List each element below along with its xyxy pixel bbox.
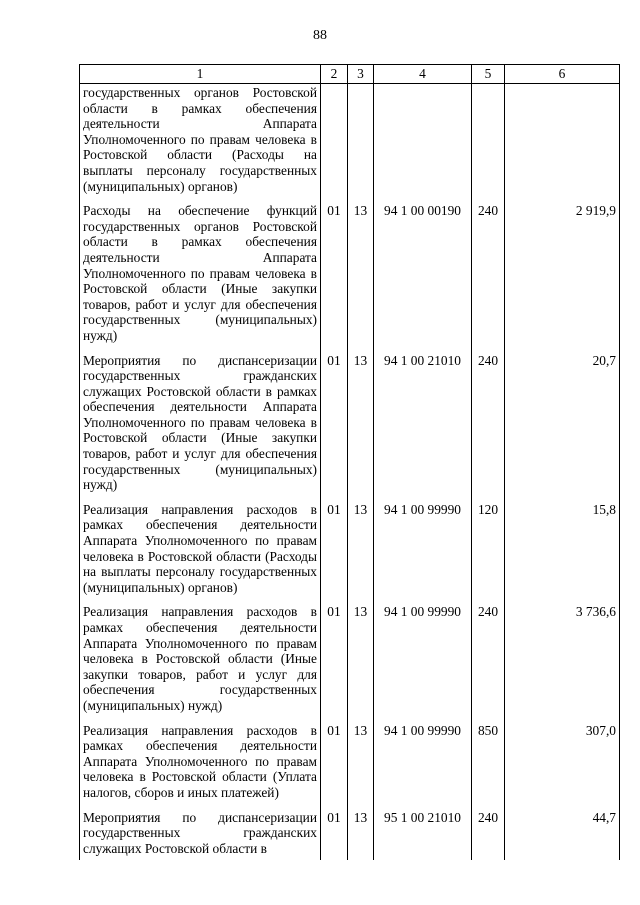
row-expense-type: 240 [472,348,505,497]
row-description: Реализация направления расходов в рамках обеспечения деятельности Аппарата Уполномоченного по правам человека в Ростовской области (Расходы на выплаты персоналу государственных (муниципальных) органов) [80,497,321,600]
row-description: государственных органов Ростовской области в рамках обеспечения деятельности Аппарата Уполномоченного по правам человека в Ростовской области (Расходы на выплаты персоналу государственных (муниципальных) органов) [80,84,321,199]
header-row [80,65,620,84]
row-description: Реализация направления расходов в рамках обеспечения деятельности Аппарата Уполномоченного по правам человека в Ростовской области (Иные закупки товаров, работ и услуг для обеспечения государственных (муниципальных) нужд) [80,599,321,717]
column-header-6: 6 [505,65,620,84]
row-section: 01 [321,805,348,861]
column-header-4: 4 [374,65,472,84]
column-header-1: 1 [80,65,321,84]
row-subsection: 13 [348,497,374,600]
row-amount: 20,7 [505,348,620,497]
row-description: Мероприятия по диспансеризации государственных гражданских служащих Ростовской области в [80,805,321,861]
row-target-code: 94 1 00 00190 [374,198,472,347]
table-row [80,497,620,600]
row-target-code: 94 1 00 21010 [374,348,472,497]
row-description: Реализация направления расходов в рамках обеспечения деятельности Аппарата Уполномоченного по правам человека в Ростовской области (Уплата налогов, сборов и иных платежей) [80,718,321,805]
row-amount: 44,7 [505,805,620,861]
row-subsection [348,84,374,199]
table-row [80,198,620,347]
row-subsection: 13 [348,198,374,347]
table-row [80,348,620,497]
row-subsection: 13 [348,348,374,497]
row-description: Расходы на обеспечение функций государственных органов Ростовской области в рамках обеспечения деятельности Аппарата Уполномоченного по правам человека в Ростовской области (Иные закупки товаров, работ и услуг для обеспечения государственных (муниципальных) нужд) [80,198,321,347]
row-section [321,84,348,199]
row-expense-type [472,84,505,199]
row-description: Мероприятия по диспансеризации государственных гражданских служащих Ростовской области в рамках обеспечения деятельности Аппарата Уполномоченного по правам человека в Ростовской области (Иные закупки товаров, работ и услуг для обеспечения государственных (муниципальных) нужд) [80,348,321,497]
row-amount [505,84,620,199]
row-amount: 2 919,9 [505,198,620,347]
row-target-code: 94 1 00 99990 [374,599,472,717]
column-header-5: 5 [472,65,505,84]
column-header-2: 2 [321,65,348,84]
page-number: 88 [313,28,327,43]
row-target-code: 94 1 00 99990 [374,497,472,600]
row-subsection: 13 [348,599,374,717]
row-subsection: 13 [348,718,374,805]
row-subsection: 13 [348,805,374,861]
row-amount: 3 736,6 [505,599,620,717]
row-amount: 307,0 [505,718,620,805]
row-target-code [374,84,472,199]
row-expense-type: 240 [472,599,505,717]
table-row [80,599,620,717]
table-row [80,84,620,199]
row-target-code: 95 1 00 21010 [374,805,472,861]
row-section: 01 [321,198,348,347]
table-row [80,718,620,805]
row-expense-type: 240 [472,805,505,861]
row-expense-type: 240 [472,198,505,347]
row-expense-type: 850 [472,718,505,805]
row-expense-type: 120 [472,497,505,600]
row-section: 01 [321,348,348,497]
column-header-3: 3 [348,65,374,84]
row-amount: 15,8 [505,497,620,600]
row-section: 01 [321,497,348,600]
row-section: 01 [321,599,348,717]
table-row [80,805,620,861]
budget-table [79,64,620,860]
row-section: 01 [321,718,348,805]
row-target-code: 94 1 00 99990 [374,718,472,805]
